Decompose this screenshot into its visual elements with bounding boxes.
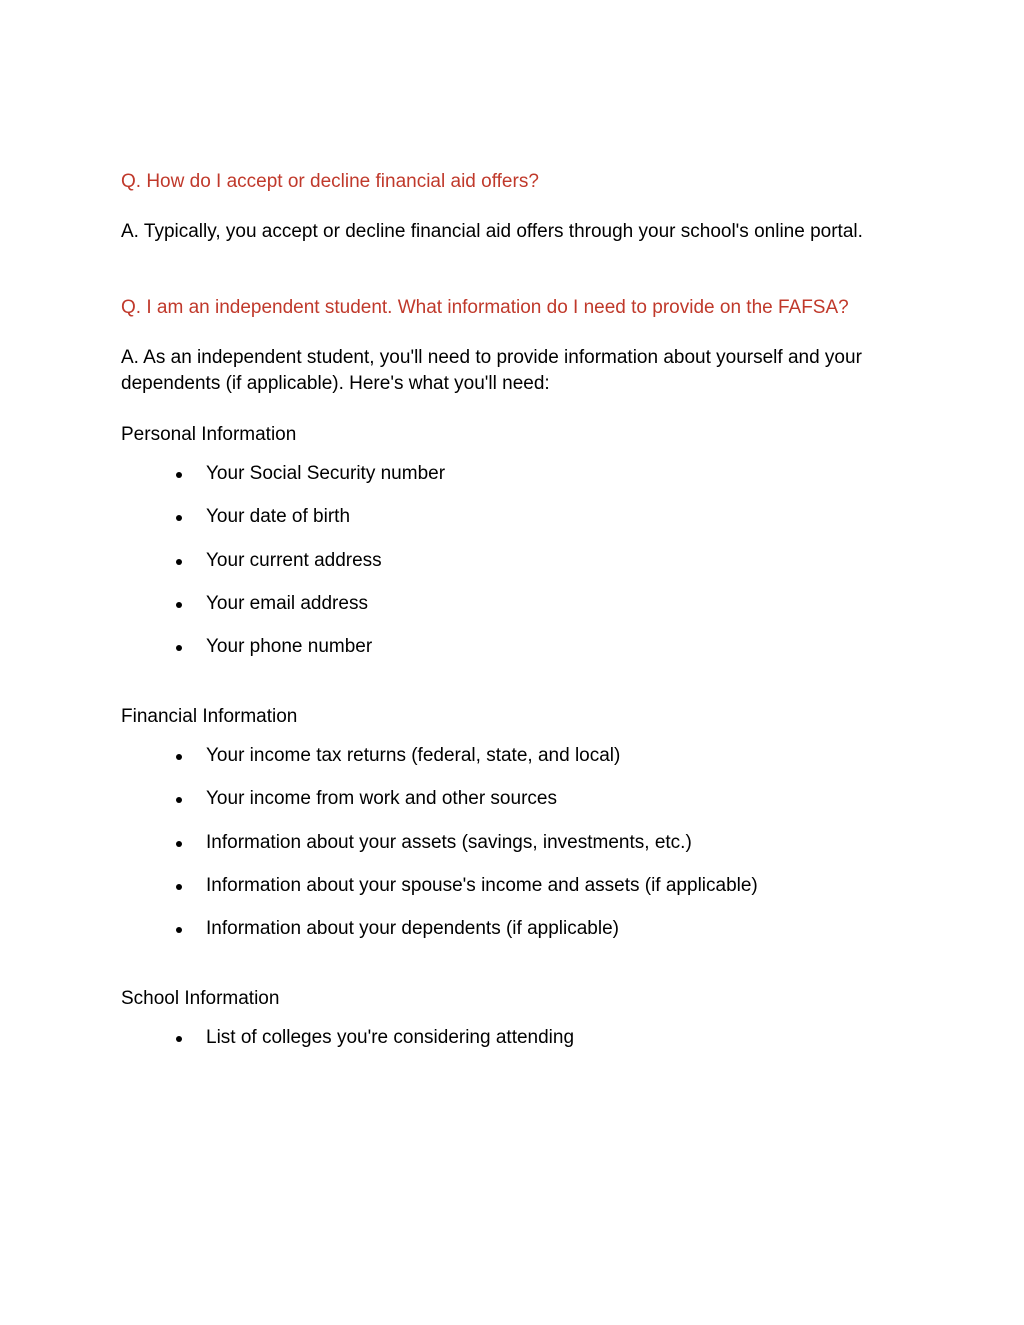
list-item bbox=[121, 743, 901, 786]
section-heading-personal: Personal Information bbox=[121, 424, 297, 445]
faq-answer-2: A. As an independent student, you'll need to provide information about yourself and your dependents (if applicable). Here's what you'll need: bbox=[121, 347, 862, 394]
bullet-icon bbox=[176, 472, 182, 478]
list-item bbox=[121, 1025, 901, 1068]
list-item bbox=[121, 634, 901, 677]
list-item bbox=[121, 786, 901, 829]
list-item bbox=[121, 548, 901, 591]
list-item bbox=[121, 504, 901, 547]
list-item-text: List of colleges you're considering attending bbox=[206, 1027, 575, 1048]
list-item-text: Your date of birth bbox=[206, 506, 351, 528]
list-item-text: Your email address bbox=[206, 592, 368, 614]
list-item-text: Information about your assets (savings, investments, etc.) bbox=[206, 831, 692, 853]
financial-info-list bbox=[121, 743, 901, 959]
list-item-text: Your Social Security number bbox=[206, 463, 446, 484]
list-item-text: Information about your dependents (if applicable) bbox=[206, 918, 619, 940]
school-info-list bbox=[121, 1025, 901, 1068]
bullet-icon bbox=[176, 841, 182, 847]
list-item bbox=[121, 916, 901, 959]
bullet-icon bbox=[176, 884, 182, 890]
list-item bbox=[121, 461, 901, 504]
list-item-text: Your income tax returns (federal, state, and local) bbox=[206, 745, 621, 766]
bullet-icon bbox=[176, 515, 182, 521]
list-item bbox=[121, 830, 901, 873]
list-item bbox=[121, 591, 901, 634]
bullet-icon bbox=[176, 645, 182, 651]
bullet-icon bbox=[176, 1036, 182, 1042]
section-heading-school: School Information bbox=[121, 988, 280, 1009]
faq-question-1: Q. How do I accept or decline financial aid offers? bbox=[121, 171, 539, 192]
bullet-icon bbox=[176, 797, 182, 803]
bullet-icon bbox=[176, 927, 182, 933]
section-heading-financial: Financial Information bbox=[121, 706, 298, 727]
faq-answer-1: A. Typically, you accept or decline financial aid offers through your school's online portal. bbox=[121, 221, 863, 242]
list-item-text: Your income from work and other sources bbox=[206, 788, 557, 810]
list-item-text: Information about your spouse's income and assets (if applicable) bbox=[206, 874, 758, 896]
faq-question-2: Q. I am an independent student. What information do I need to provide on the FAFSA? bbox=[121, 297, 849, 318]
list-item-text: Your current address bbox=[206, 549, 382, 571]
bullet-icon bbox=[176, 602, 182, 608]
bullet-icon bbox=[176, 754, 182, 760]
personal-info-list bbox=[121, 461, 901, 677]
bullet-icon bbox=[176, 559, 182, 565]
list-item bbox=[121, 873, 901, 916]
list-item-text: Your phone number bbox=[206, 636, 373, 658]
